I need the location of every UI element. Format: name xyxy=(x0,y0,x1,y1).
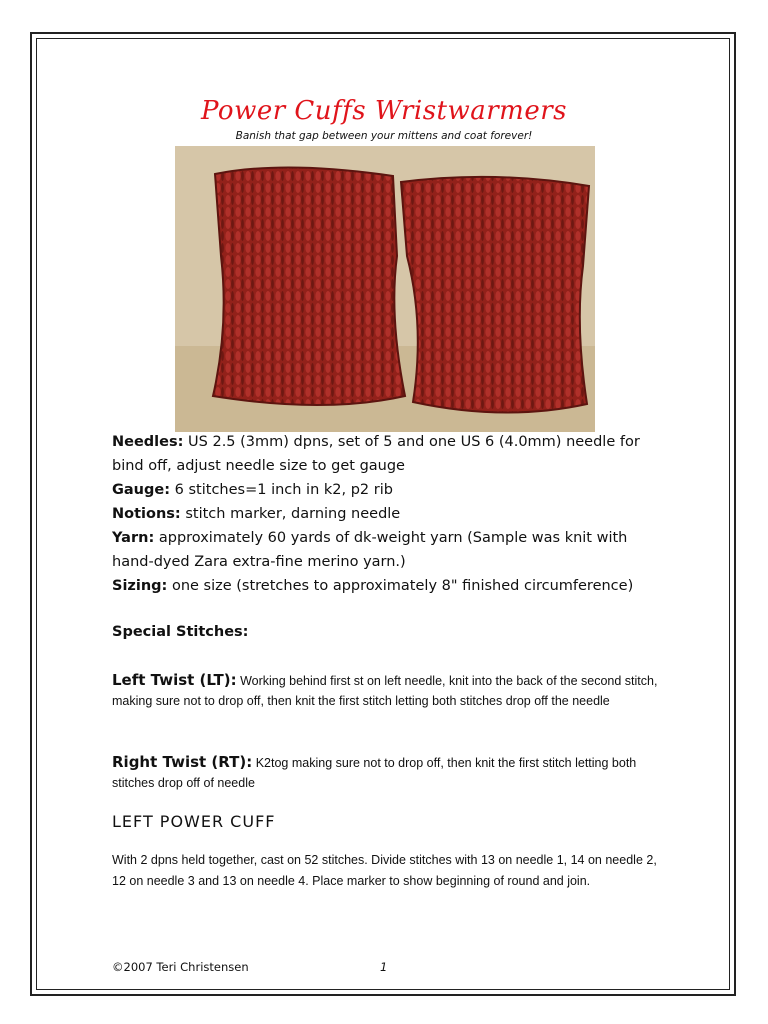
special-stitches-heading: Special Stitches: xyxy=(112,624,249,640)
spec-needles: Needles: US 2.5 (3mm) dpns, set of 5 and one US 6 (4.0mm) needle for bind off, adjust needle size to get gauge xyxy=(112,434,640,474)
right-twist-name: Right Twist (RT) xyxy=(112,753,247,771)
spec-yarn: Yarn: approximately 60 yards of dk-weight yarn (Sample was knit with hand-dyed Zara extra-fine merino yarn.) xyxy=(112,530,628,570)
wristwarmers-photo xyxy=(175,146,595,432)
right-cuff-shape xyxy=(401,177,589,413)
page-number: 1 xyxy=(380,960,388,974)
spec-sizing: Sizing: one size (stretches to approximately 8" finished circumference) xyxy=(112,578,634,594)
spec-notions: Notions: stitch marker, darning needle xyxy=(112,506,401,522)
left-cuff-shape xyxy=(213,167,405,405)
footer-copyright: ©2007 Teri Christensen xyxy=(112,960,249,974)
right-twist-definition: Right Twist (RT): K2tog making sure not to drop off, then knit the first stitch letting both stitches drop off of needle xyxy=(112,753,637,790)
section-heading: LEFT POWER CUFF xyxy=(112,812,276,831)
page-title: Power Cuffs Wristwarmers xyxy=(200,96,567,126)
right-twist-text: K2tog making sure not to drop off, then knit the first stitch letting both stitches drop off of needle xyxy=(112,756,637,790)
left-twist-definition: Left Twist (LT): Working behind first st on left needle, knit into the back of the second stitch, making sure not to drop off, then knit the first stitch letting both stitches drop off the needle xyxy=(112,671,658,708)
left-twist-text: Working behind first st on left needle, knit into the back of the second stitch, making sure not to drop off, then knit the first stitch letting both stitches drop off the needle xyxy=(112,674,658,708)
page-subtitle: Banish that gap between your mittens and coat forever! xyxy=(235,130,533,142)
spec-gauge: Gauge: 6 stitches=1 inch in k2, p2 rib xyxy=(112,482,393,498)
left-twist-name: Left Twist (LT) xyxy=(112,671,231,689)
materials-list xyxy=(112,430,672,598)
section-body: With 2 dpns held together, cast on 52 stitches. Divide stitches with 13 on needle 1, 14 on needle 2, 12 on needle 3 and 13 on needle 4. Place marker to show beginning of round and join. xyxy=(112,853,657,888)
